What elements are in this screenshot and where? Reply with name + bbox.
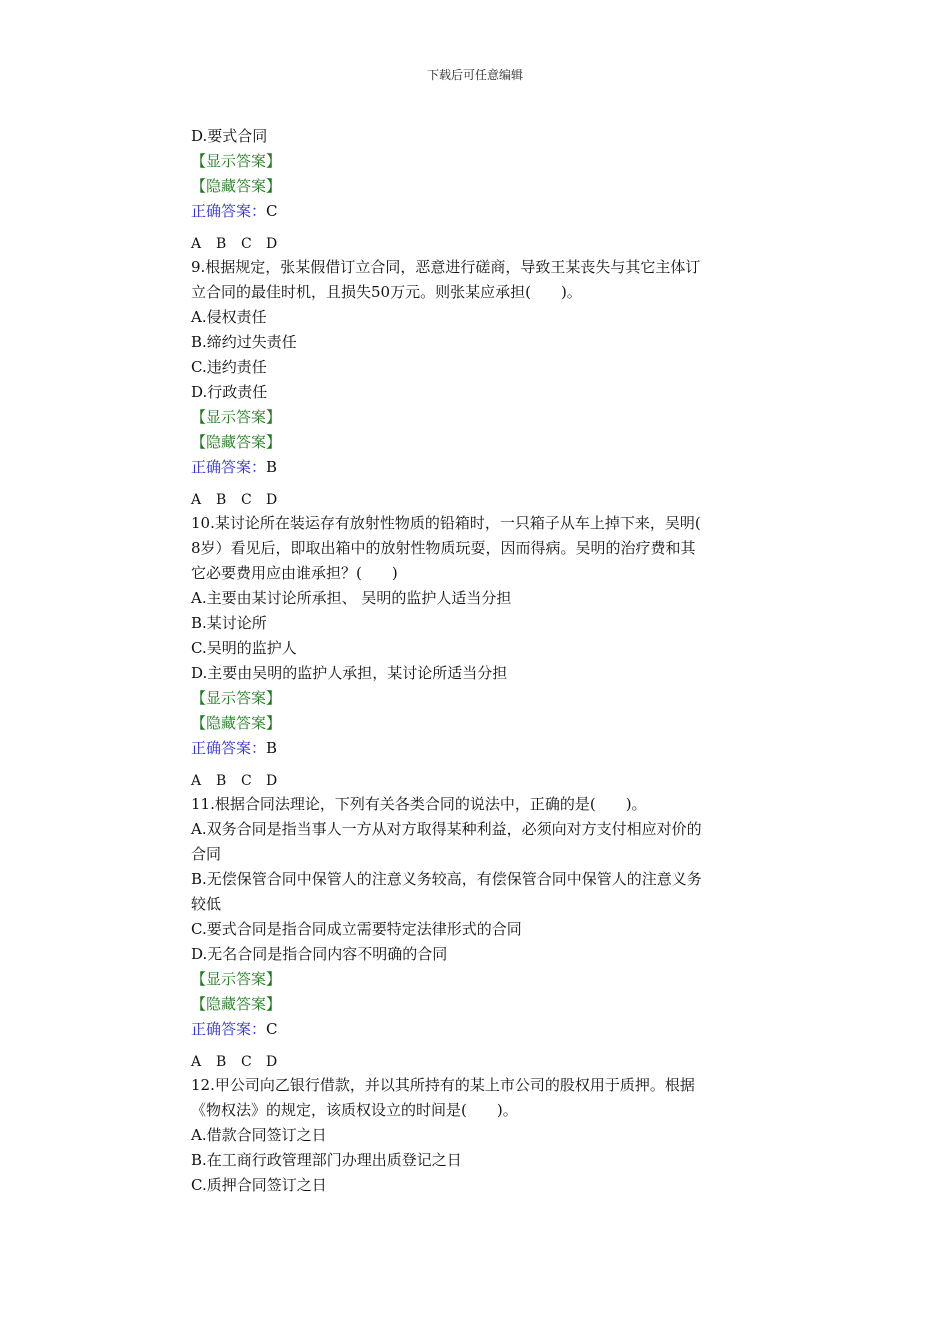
question-stem: 11.根据合同法理论，下列有关各类合同的说法中，正确的是( )。 (191, 795, 647, 813)
choice-b[interactable]: B (216, 773, 227, 789)
option-a: A.主要由某讨论所承担、 吴明的监护人适当分担 (191, 589, 512, 607)
option-c: C.质押合同签订之日 (191, 1176, 327, 1194)
question-stem: 12.甲公司向乙银行借款，并以其所持有的某上市公司的股权用于质押。根据 (191, 1076, 695, 1094)
correct-answer-label: 正确答案： (191, 1020, 267, 1038)
option-a-continued: 合同 (191, 845, 222, 863)
choice-c[interactable]: C (241, 492, 252, 508)
correct-answer-value: C (266, 202, 278, 220)
option-a: A.双务合同是指当事人一方从对方取得某种利益，必须向对方支付相应对价的 (191, 820, 702, 838)
question-stem: 它必要费用应由谁承担？( ) (191, 564, 398, 582)
question-11 (191, 792, 766, 1072)
question-stem: 8岁）看见后，即取出箱中的放射性物质玩耍，因而得病。吴明的治疗费和其 (191, 539, 696, 557)
document-body (191, 124, 766, 1198)
hide-answer-button[interactable]: 【隐藏答案】 (191, 433, 282, 451)
choice-d[interactable]: D (266, 1054, 278, 1070)
question-stem: 《物权法》的规定，该质权设立的时间是( )。 (191, 1101, 518, 1119)
correct-answer (191, 736, 766, 761)
choice-b[interactable]: B (216, 1054, 227, 1070)
choice-b[interactable]: B (216, 492, 227, 508)
option-c: C.吴明的监护人 (191, 639, 297, 657)
option-c: C.要式合同是指合同成立需要特定法律形式的合同 (191, 920, 522, 938)
page-header: 下载后可任意编辑 (426, 68, 523, 82)
option-d: D.要式合同 (191, 127, 268, 145)
correct-answer (191, 455, 766, 480)
option-b: B.无偿保管合同中保管人的注意义务较高，有偿保管合同中保管人的注意义务 (191, 870, 702, 888)
option-a: A.侵权责任 (191, 308, 267, 326)
option-d: D.无名合同是指合同内容不明确的合同 (191, 945, 448, 963)
hide-answer-button[interactable]: 【隐藏答案】 (191, 177, 282, 195)
correct-answer (191, 199, 766, 224)
option-c: C.违约责任 (191, 358, 267, 376)
show-answer-button[interactable]: 【显示答案】 (191, 408, 282, 426)
show-answer-button[interactable]: 【显示答案】 (191, 152, 282, 170)
option-b: B.某讨论所 (191, 614, 267, 632)
choice-d[interactable]: D (266, 236, 278, 252)
choice-b[interactable]: B (216, 236, 227, 252)
choice-c[interactable]: C (241, 1054, 252, 1070)
option-b: B.在工商行政管理部门办理出质登记之日 (191, 1151, 462, 1169)
correct-answer-value: B (266, 458, 278, 476)
choice-d[interactable]: D (266, 492, 278, 508)
correct-answer (191, 1017, 766, 1042)
choice-a[interactable]: A (191, 492, 202, 508)
question-12 (191, 1073, 766, 1198)
choice-a[interactable]: A (191, 236, 202, 252)
choice-row (191, 1052, 766, 1072)
question-8 (191, 124, 766, 254)
choice-c[interactable]: C (241, 236, 252, 252)
choice-row (191, 771, 766, 791)
show-answer-button[interactable]: 【显示答案】 (191, 689, 282, 707)
question-9 (191, 255, 766, 510)
choice-a[interactable]: A (191, 1054, 202, 1070)
option-d: D.主要由吴明的监护人承担，某讨论所适当分担 (191, 664, 508, 682)
choice-d[interactable]: D (266, 773, 278, 789)
correct-answer-value: C (266, 1020, 278, 1038)
show-answer-button[interactable]: 【显示答案】 (191, 970, 282, 988)
option-d: D.行政责任 (191, 383, 268, 401)
option-b: B.缔约过失责任 (191, 333, 297, 351)
choice-c[interactable]: C (241, 773, 252, 789)
correct-answer-label: 正确答案： (191, 202, 267, 220)
question-10 (191, 511, 766, 791)
question-stem: 立合同的最佳时机，且损失50万元。则张某应承担( )。 (191, 283, 582, 301)
correct-answer-label: 正确答案： (191, 458, 267, 476)
choice-a[interactable]: A (191, 773, 202, 789)
choice-row (191, 490, 766, 510)
option-b-continued: 较低 (191, 895, 222, 913)
hide-answer-button[interactable]: 【隐藏答案】 (191, 995, 282, 1013)
correct-answer-label: 正确答案： (191, 739, 267, 757)
hide-answer-button[interactable]: 【隐藏答案】 (191, 714, 282, 732)
correct-answer-value: B (266, 739, 278, 757)
option-a: A.借款合同签订之日 (191, 1126, 327, 1144)
question-stem: 9.根据规定，张某假借订立合同，恶意进行磋商，导致王某丧失与其它主体订 (191, 258, 701, 276)
choice-row (191, 234, 766, 254)
question-stem: 10.某讨论所在装运存有放射性物质的铅箱时，一只箱子从车上掉下来，吴明( (191, 514, 701, 532)
